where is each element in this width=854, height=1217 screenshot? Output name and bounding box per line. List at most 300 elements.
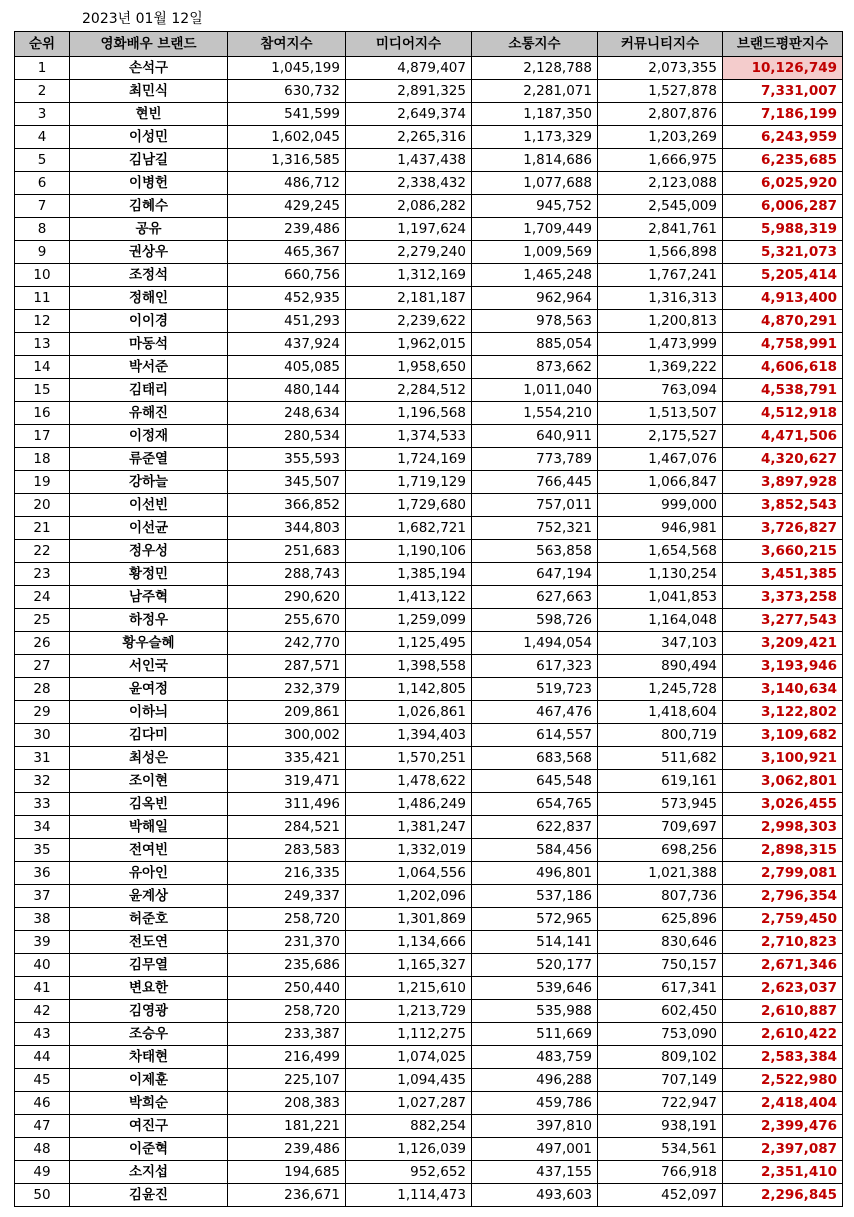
brand-reputation-index-cell: 4,870,291 (723, 310, 843, 333)
media-index-cell: 1,413,122 (346, 586, 472, 609)
column-header-media: 미디어지수 (346, 32, 472, 57)
community-index-cell: 1,200,813 (598, 310, 723, 333)
participation-index-cell: 284,521 (228, 816, 346, 839)
table-row (15, 517, 843, 540)
table-row (15, 908, 843, 931)
brand-reputation-index-cell: 2,796,354 (723, 885, 843, 908)
community-index-cell: 809,102 (598, 1046, 723, 1069)
communication-index-cell: 1,173,329 (472, 126, 598, 149)
actor-name-cell: 차태현 (70, 1046, 228, 1069)
community-index-cell: 2,175,527 (598, 425, 723, 448)
media-index-cell: 1,196,568 (346, 402, 472, 425)
rank-cell: 46 (15, 1092, 70, 1115)
community-index-cell: 1,066,847 (598, 471, 723, 494)
actor-name-cell: 이병헌 (70, 172, 228, 195)
communication-index-cell: 645,548 (472, 770, 598, 793)
brand-reputation-index-cell: 6,243,959 (723, 126, 843, 149)
actor-name-cell: 김혜수 (70, 195, 228, 218)
community-index-cell: 1,130,254 (598, 563, 723, 586)
community-index-cell: 830,646 (598, 931, 723, 954)
participation-index-cell: 345,507 (228, 471, 346, 494)
community-index-cell: 763,094 (598, 379, 723, 402)
media-index-cell: 1,027,287 (346, 1092, 472, 1115)
participation-index-cell: 405,085 (228, 356, 346, 379)
communication-index-cell: 535,988 (472, 1000, 598, 1023)
actor-name-cell: 황정민 (70, 563, 228, 586)
media-index-cell: 1,332,019 (346, 839, 472, 862)
actor-name-cell: 최성은 (70, 747, 228, 770)
table-row (15, 57, 843, 80)
community-index-cell: 625,896 (598, 908, 723, 931)
participation-index-cell: 209,861 (228, 701, 346, 724)
brand-reputation-index-cell: 3,852,543 (723, 494, 843, 517)
actor-name-cell: 정우성 (70, 540, 228, 563)
table-row (15, 793, 843, 816)
rank-cell: 8 (15, 218, 70, 241)
communication-index-cell: 467,476 (472, 701, 598, 724)
media-index-cell: 2,649,374 (346, 103, 472, 126)
table-row (15, 586, 843, 609)
community-index-cell: 750,157 (598, 954, 723, 977)
brand-reputation-index-cell: 4,913,400 (723, 287, 843, 310)
actor-name-cell: 마동석 (70, 333, 228, 356)
participation-index-cell: 239,486 (228, 1138, 346, 1161)
table-row (15, 1046, 843, 1069)
table-row (15, 678, 843, 701)
rank-cell: 22 (15, 540, 70, 563)
communication-index-cell: 627,663 (472, 586, 598, 609)
brand-reputation-index-cell: 4,471,506 (723, 425, 843, 448)
rank-cell: 48 (15, 1138, 70, 1161)
communication-index-cell: 945,752 (472, 195, 598, 218)
participation-index-cell: 280,534 (228, 425, 346, 448)
actor-name-cell: 이정재 (70, 425, 228, 448)
communication-index-cell: 514,141 (472, 931, 598, 954)
media-index-cell: 1,958,650 (346, 356, 472, 379)
media-index-cell: 1,301,869 (346, 908, 472, 931)
media-index-cell: 1,134,666 (346, 931, 472, 954)
actor-name-cell: 강하늘 (70, 471, 228, 494)
media-index-cell: 1,026,861 (346, 701, 472, 724)
brand-reputation-index-cell: 2,296,845 (723, 1184, 843, 1207)
brand-reputation-index-cell: 2,351,410 (723, 1161, 843, 1184)
media-index-cell: 1,398,558 (346, 655, 472, 678)
column-header-communication: 소통지수 (472, 32, 598, 57)
community-index-cell: 511,682 (598, 747, 723, 770)
rank-cell: 6 (15, 172, 70, 195)
community-index-cell: 2,841,761 (598, 218, 723, 241)
rank-cell: 34 (15, 816, 70, 839)
header-row (15, 32, 843, 57)
participation-index-cell: 451,293 (228, 310, 346, 333)
actor-name-cell: 윤계상 (70, 885, 228, 908)
table-row (15, 747, 843, 770)
table-row (15, 218, 843, 241)
table-row (15, 310, 843, 333)
actor-name-cell: 이이경 (70, 310, 228, 333)
media-index-cell: 1,165,327 (346, 954, 472, 977)
table-row (15, 425, 843, 448)
participation-index-cell: 630,732 (228, 80, 346, 103)
column-header-brand-reputation: 브랜드평판지수 (723, 32, 843, 57)
column-header-participation: 참여지수 (228, 32, 346, 57)
table-row (15, 241, 843, 264)
actor-name-cell: 공유 (70, 218, 228, 241)
communication-index-cell: 617,323 (472, 655, 598, 678)
communication-index-cell: 614,557 (472, 724, 598, 747)
actor-name-cell: 류준열 (70, 448, 228, 471)
communication-index-cell: 397,810 (472, 1115, 598, 1138)
table-row (15, 1000, 843, 1023)
participation-index-cell: 437,924 (228, 333, 346, 356)
media-index-cell: 1,094,435 (346, 1069, 472, 1092)
rank-cell: 43 (15, 1023, 70, 1046)
participation-index-cell: 208,383 (228, 1092, 346, 1115)
brand-reputation-index-cell: 2,799,081 (723, 862, 843, 885)
media-index-cell: 1,486,249 (346, 793, 472, 816)
brand-reputation-index-cell: 3,209,421 (723, 632, 843, 655)
communication-index-cell: 1,187,350 (472, 103, 598, 126)
media-index-cell: 1,064,556 (346, 862, 472, 885)
rank-cell: 4 (15, 126, 70, 149)
brand-reputation-index-cell: 2,610,422 (723, 1023, 843, 1046)
community-index-cell: 1,369,222 (598, 356, 723, 379)
communication-index-cell: 962,964 (472, 287, 598, 310)
community-index-cell: 946,981 (598, 517, 723, 540)
brand-reputation-index-cell: 2,623,037 (723, 977, 843, 1000)
media-index-cell: 1,570,251 (346, 747, 472, 770)
rank-cell: 12 (15, 310, 70, 333)
actor-name-cell: 조이현 (70, 770, 228, 793)
brand-reputation-index-cell: 3,660,215 (723, 540, 843, 563)
table-row (15, 1184, 843, 1207)
table-row (15, 264, 843, 287)
brand-reputation-index-cell: 2,583,384 (723, 1046, 843, 1069)
actor-name-cell: 김옥빈 (70, 793, 228, 816)
media-index-cell: 1,112,275 (346, 1023, 472, 1046)
communication-index-cell: 2,281,071 (472, 80, 598, 103)
media-index-cell: 1,197,624 (346, 218, 472, 241)
participation-index-cell: 541,599 (228, 103, 346, 126)
communication-index-cell: 1,009,569 (472, 241, 598, 264)
actor-name-cell: 남주혁 (70, 586, 228, 609)
rank-cell: 27 (15, 655, 70, 678)
rank-cell: 37 (15, 885, 70, 908)
brand-reputation-index-cell: 4,606,618 (723, 356, 843, 379)
participation-index-cell: 216,499 (228, 1046, 346, 1069)
brand-reputation-index-cell: 3,193,946 (723, 655, 843, 678)
community-index-cell: 1,245,728 (598, 678, 723, 701)
communication-index-cell: 511,669 (472, 1023, 598, 1046)
brand-reputation-index-cell: 6,235,685 (723, 149, 843, 172)
media-index-cell: 1,682,721 (346, 517, 472, 540)
actor-name-cell: 박희순 (70, 1092, 228, 1115)
media-index-cell: 1,394,403 (346, 724, 472, 747)
communication-index-cell: 1,465,248 (472, 264, 598, 287)
table-row (15, 724, 843, 747)
table-row (15, 931, 843, 954)
brand-reputation-index-cell: 3,373,258 (723, 586, 843, 609)
table-row (15, 563, 843, 586)
brand-reputation-index-cell: 2,671,346 (723, 954, 843, 977)
communication-index-cell: 493,603 (472, 1184, 598, 1207)
communication-index-cell: 654,765 (472, 793, 598, 816)
rank-cell: 40 (15, 954, 70, 977)
table-row (15, 195, 843, 218)
brand-reputation-index-cell: 3,109,682 (723, 724, 843, 747)
media-index-cell: 1,114,473 (346, 1184, 472, 1207)
participation-index-cell: 335,421 (228, 747, 346, 770)
table-row (15, 954, 843, 977)
rank-cell: 32 (15, 770, 70, 793)
table-row (15, 1069, 843, 1092)
community-index-cell: 1,041,853 (598, 586, 723, 609)
actor-name-cell: 하정우 (70, 609, 228, 632)
communication-index-cell: 978,563 (472, 310, 598, 333)
community-index-cell: 452,097 (598, 1184, 723, 1207)
brand-reputation-index-cell: 2,998,303 (723, 816, 843, 839)
participation-index-cell: 1,316,585 (228, 149, 346, 172)
table-row (15, 862, 843, 885)
participation-index-cell: 225,107 (228, 1069, 346, 1092)
actor-name-cell: 김태리 (70, 379, 228, 402)
table-row (15, 655, 843, 678)
media-index-cell: 2,265,316 (346, 126, 472, 149)
media-index-cell: 1,729,680 (346, 494, 472, 517)
rank-cell: 50 (15, 1184, 70, 1207)
participation-index-cell: 231,370 (228, 931, 346, 954)
actor-name-cell: 변요한 (70, 977, 228, 1000)
community-index-cell: 534,561 (598, 1138, 723, 1161)
media-index-cell: 1,213,729 (346, 1000, 472, 1023)
actor-name-cell: 김남길 (70, 149, 228, 172)
communication-index-cell: 647,194 (472, 563, 598, 586)
community-index-cell: 1,203,269 (598, 126, 723, 149)
communication-index-cell: 622,837 (472, 816, 598, 839)
media-index-cell: 1,215,610 (346, 977, 472, 1000)
actor-name-cell: 허준호 (70, 908, 228, 931)
brand-reputation-index-cell: 3,451,385 (723, 563, 843, 586)
table-row (15, 977, 843, 1000)
media-index-cell: 1,962,015 (346, 333, 472, 356)
participation-index-cell: 235,686 (228, 954, 346, 977)
brand-reputation-index-cell: 3,897,928 (723, 471, 843, 494)
community-index-cell: 707,149 (598, 1069, 723, 1092)
communication-index-cell: 752,321 (472, 517, 598, 540)
brand-reputation-index-cell: 6,006,287 (723, 195, 843, 218)
table-header (15, 32, 843, 57)
communication-index-cell: 1,554,210 (472, 402, 598, 425)
community-index-cell: 1,767,241 (598, 264, 723, 287)
rank-cell: 44 (15, 1046, 70, 1069)
participation-index-cell: 429,245 (228, 195, 346, 218)
actor-name-cell: 서인국 (70, 655, 228, 678)
actor-name-cell: 김무열 (70, 954, 228, 977)
community-index-cell: 766,918 (598, 1161, 723, 1184)
rank-cell: 10 (15, 264, 70, 287)
rank-cell: 17 (15, 425, 70, 448)
media-index-cell: 1,385,194 (346, 563, 472, 586)
community-index-cell: 1,527,878 (598, 80, 723, 103)
rank-cell: 38 (15, 908, 70, 931)
actor-name-cell: 소지섭 (70, 1161, 228, 1184)
rank-cell: 9 (15, 241, 70, 264)
participation-index-cell: 232,379 (228, 678, 346, 701)
participation-index-cell: 288,743 (228, 563, 346, 586)
table-row (15, 356, 843, 379)
brand-reputation-index-cell: 2,759,450 (723, 908, 843, 931)
communication-index-cell: 519,723 (472, 678, 598, 701)
column-header-rank: 순위 (15, 32, 70, 57)
participation-index-cell: 216,335 (228, 862, 346, 885)
table-row (15, 1023, 843, 1046)
media-index-cell: 2,338,432 (346, 172, 472, 195)
rank-cell: 18 (15, 448, 70, 471)
brand-reputation-index-cell: 3,140,634 (723, 678, 843, 701)
communication-index-cell: 520,177 (472, 954, 598, 977)
media-index-cell: 2,181,187 (346, 287, 472, 310)
communication-index-cell: 572,965 (472, 908, 598, 931)
table-row (15, 287, 843, 310)
participation-index-cell: 290,620 (228, 586, 346, 609)
communication-index-cell: 537,186 (472, 885, 598, 908)
media-index-cell: 1,259,099 (346, 609, 472, 632)
community-index-cell: 1,473,999 (598, 333, 723, 356)
actor-name-cell: 유아인 (70, 862, 228, 885)
brand-reputation-index-cell: 10,126,749 (723, 57, 843, 80)
table-row (15, 632, 843, 655)
media-index-cell: 1,478,622 (346, 770, 472, 793)
rank-cell: 26 (15, 632, 70, 655)
table-row (15, 816, 843, 839)
actor-name-cell: 정해인 (70, 287, 228, 310)
communication-index-cell: 766,445 (472, 471, 598, 494)
brand-reputation-index-cell: 2,610,887 (723, 1000, 843, 1023)
participation-index-cell: 452,935 (228, 287, 346, 310)
brand-reputation-index-cell: 5,205,414 (723, 264, 843, 287)
table-row (15, 80, 843, 103)
rank-cell: 36 (15, 862, 70, 885)
communication-index-cell: 437,155 (472, 1161, 598, 1184)
column-header-actor: 영화배우 브랜드 (70, 32, 228, 57)
media-index-cell: 1,312,169 (346, 264, 472, 287)
rank-cell: 29 (15, 701, 70, 724)
communication-index-cell: 496,288 (472, 1069, 598, 1092)
media-index-cell: 1,719,129 (346, 471, 472, 494)
actor-name-cell: 유해진 (70, 402, 228, 425)
community-index-cell: 573,945 (598, 793, 723, 816)
table-row (15, 126, 843, 149)
media-index-cell: 1,437,438 (346, 149, 472, 172)
brand-reputation-index-cell: 5,988,319 (723, 218, 843, 241)
community-index-cell: 2,545,009 (598, 195, 723, 218)
actor-name-cell: 박서준 (70, 356, 228, 379)
actor-name-cell: 현빈 (70, 103, 228, 126)
community-index-cell: 698,256 (598, 839, 723, 862)
participation-index-cell: 344,803 (228, 517, 346, 540)
rank-cell: 16 (15, 402, 70, 425)
rank-cell: 39 (15, 931, 70, 954)
actor-name-cell: 권상우 (70, 241, 228, 264)
media-index-cell: 952,652 (346, 1161, 472, 1184)
rank-cell: 49 (15, 1161, 70, 1184)
participation-index-cell: 250,440 (228, 977, 346, 1000)
communication-index-cell: 1,709,449 (472, 218, 598, 241)
communication-index-cell: 1,814,686 (472, 149, 598, 172)
participation-index-cell: 242,770 (228, 632, 346, 655)
table-row (15, 333, 843, 356)
rank-cell: 14 (15, 356, 70, 379)
actor-name-cell: 이선균 (70, 517, 228, 540)
media-index-cell: 1,381,247 (346, 816, 472, 839)
brand-reputation-index-cell: 4,320,627 (723, 448, 843, 471)
brand-ranking-table (14, 31, 843, 1207)
community-index-cell: 2,123,088 (598, 172, 723, 195)
community-index-cell: 999,000 (598, 494, 723, 517)
table-row (15, 540, 843, 563)
brand-reputation-index-cell: 3,726,827 (723, 517, 843, 540)
media-index-cell: 1,125,495 (346, 632, 472, 655)
participation-index-cell: 319,471 (228, 770, 346, 793)
actor-name-cell: 황우슬혜 (70, 632, 228, 655)
column-header-community: 커뮤니티지수 (598, 32, 723, 57)
rank-cell: 19 (15, 471, 70, 494)
table-row (15, 471, 843, 494)
rank-cell: 11 (15, 287, 70, 310)
rank-cell: 35 (15, 839, 70, 862)
participation-index-cell: 660,756 (228, 264, 346, 287)
rank-cell: 20 (15, 494, 70, 517)
media-index-cell: 4,879,407 (346, 57, 472, 80)
community-index-cell: 1,021,388 (598, 862, 723, 885)
participation-index-cell: 249,337 (228, 885, 346, 908)
media-index-cell: 1,126,039 (346, 1138, 472, 1161)
participation-index-cell: 300,002 (228, 724, 346, 747)
communication-index-cell: 683,568 (472, 747, 598, 770)
brand-reputation-index-cell: 2,710,823 (723, 931, 843, 954)
media-index-cell: 2,279,240 (346, 241, 472, 264)
participation-index-cell: 480,144 (228, 379, 346, 402)
communication-index-cell: 459,786 (472, 1092, 598, 1115)
rank-cell: 1 (15, 57, 70, 80)
table-row (15, 839, 843, 862)
actor-name-cell: 김윤진 (70, 1184, 228, 1207)
table-body (15, 57, 843, 1207)
communication-index-cell: 757,011 (472, 494, 598, 517)
participation-index-cell: 258,720 (228, 908, 346, 931)
table-row (15, 1092, 843, 1115)
table-row (15, 379, 843, 402)
rank-cell: 25 (15, 609, 70, 632)
rank-cell: 23 (15, 563, 70, 586)
rank-cell: 30 (15, 724, 70, 747)
community-index-cell: 2,807,876 (598, 103, 723, 126)
media-index-cell: 1,724,169 (346, 448, 472, 471)
actor-name-cell: 박해일 (70, 816, 228, 839)
rank-cell: 41 (15, 977, 70, 1000)
community-index-cell: 1,418,604 (598, 701, 723, 724)
participation-index-cell: 248,634 (228, 402, 346, 425)
communication-index-cell: 885,054 (472, 333, 598, 356)
community-index-cell: 2,073,355 (598, 57, 723, 80)
community-index-cell: 1,666,975 (598, 149, 723, 172)
actor-name-cell: 이제훈 (70, 1069, 228, 1092)
rank-cell: 45 (15, 1069, 70, 1092)
communication-index-cell: 1,077,688 (472, 172, 598, 195)
brand-reputation-index-cell: 3,277,543 (723, 609, 843, 632)
media-index-cell: 1,202,096 (346, 885, 472, 908)
participation-index-cell: 251,683 (228, 540, 346, 563)
